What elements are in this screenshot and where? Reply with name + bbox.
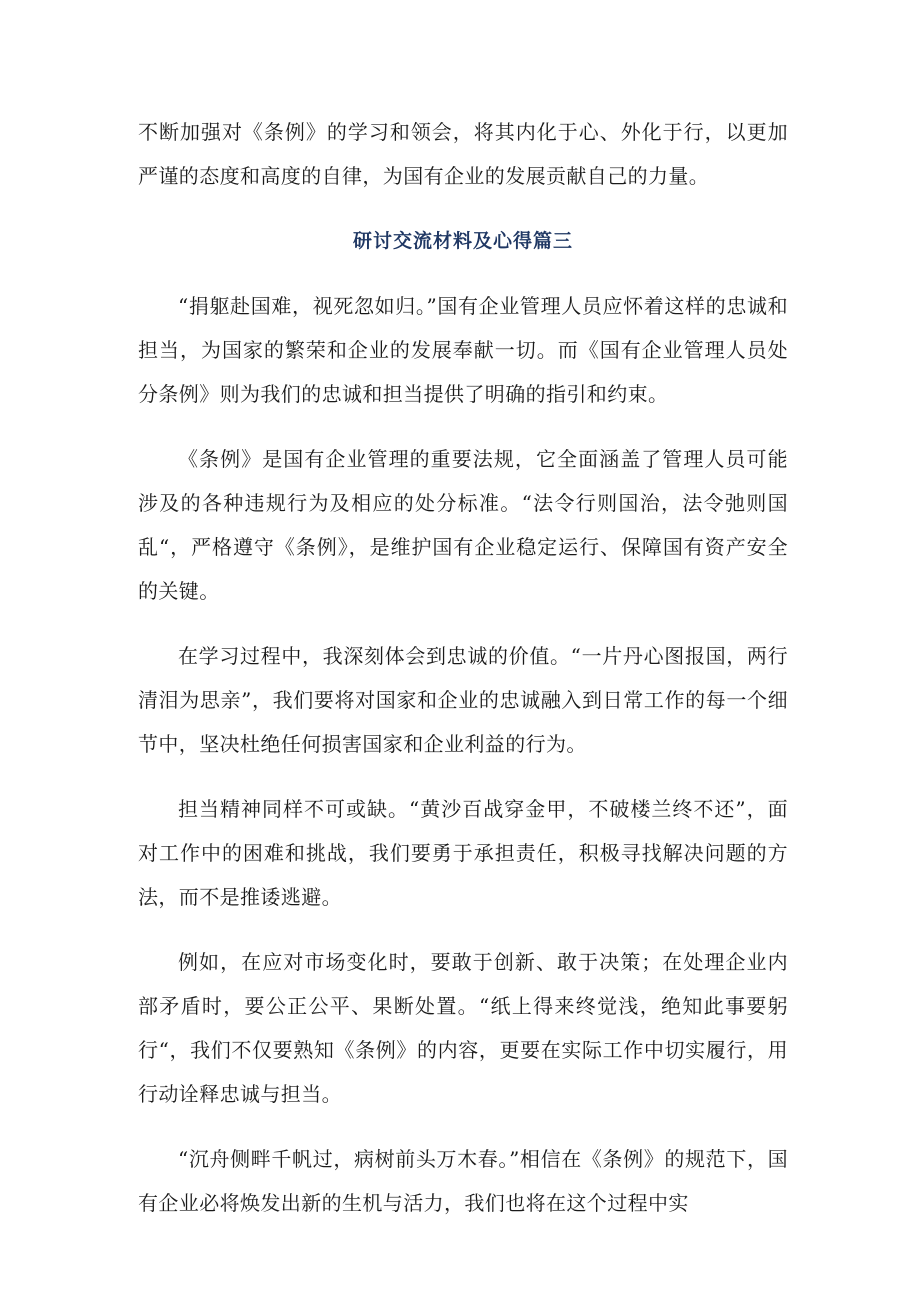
paragraph: “捐躯赴国难，视死忽如归。”国有企业管理人员应怀着这样的忠诚和担当，为国家的繁荣和企业的发展奉献一切。而《国有企业管理人员处分条例》则为我们的忠诚和担当提供了明确的指引和约束。 [138, 294, 788, 406]
paragraph-continued: 不断加强对《条例》的学习和领会，将其内化于心、外化于行，以更加严谨的态度和高度的自律，为国有企业的发展贡献自己的力量。 [138, 120, 788, 188]
section-heading: 研讨交流材料及心得篇三 [352, 230, 573, 252]
paragraph: “沉舟侧畔千帆过，病树前头万木春。”相信在《条例》的规范下，国有企业必将焕发出新的生机与活力，我们也将在这个过程中实 [138, 1147, 788, 1215]
paragraph: 在学习过程中，我深刻体会到忠诚的价值。“一片丹心图报国，两行清泪为思亲”，我们要将对国家和企业的忠诚融入到日常工作的每一个细节中，坚决杜绝任何损害国家和企业利益的行为。 [138, 644, 788, 756]
paragraph: 《条例》是国有企业管理的重要法规，它全面涵盖了管理人员可能涉及的各种违规行为及相应的处分标准。“法令行则国治，法令弛则国乱“，严格遵守《条例》，是维护国有企业稳定运行、保障国有资产安全的关键。 [138, 447, 788, 603]
paragraph: 担当精神同样不可或缺。“黄沙百战穿金甲，不破楼兰终不还”，面对工作中的困难和挑战，我们要勇于承担责任，积极寻找解决问题的方法，而不是推诿逃避。 [138, 797, 788, 909]
paragraph: 例如，在应对市场变化时，要敢于创新、敢于决策；在处理企业内部矛盾时，要公正公平、果断处置。“纸上得来终觉浅，绝知此事要躬行“，我们不仅要熟知《条例》的内容，更要在实际工作中切实履行，用行动诠释忠诚与担当。 [138, 950, 788, 1106]
document-body [138, 110, 788, 1246]
